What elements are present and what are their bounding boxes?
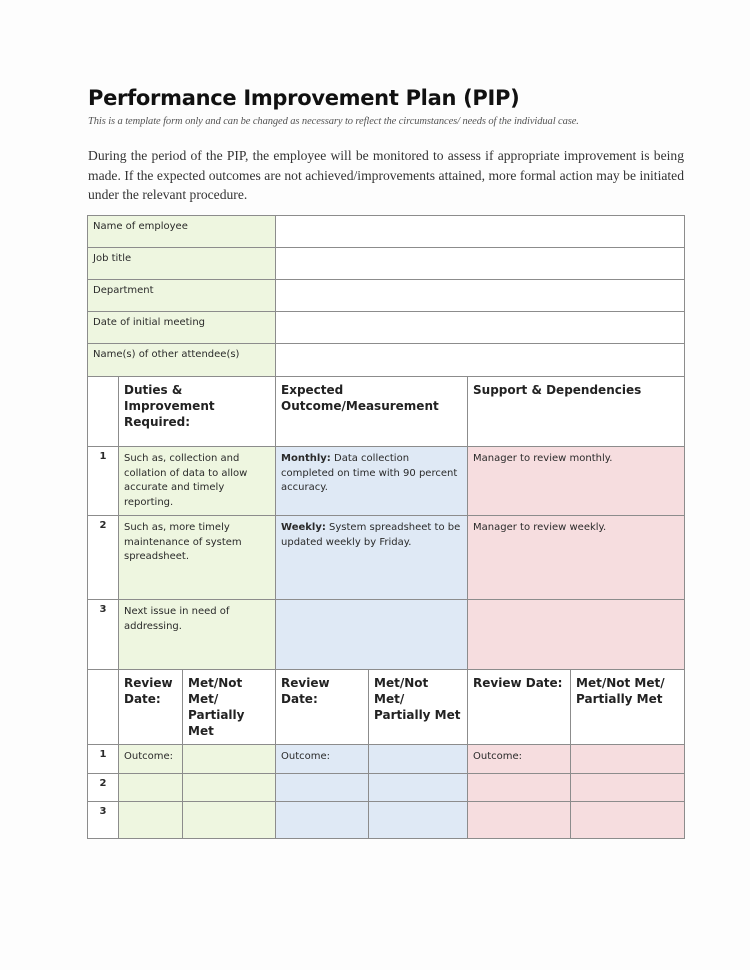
expected-outcome-header: Expected Outcome/Measurement: [276, 377, 468, 447]
review-cell[interactable]: Outcome:: [119, 745, 183, 774]
row-number: 3: [88, 802, 119, 839]
number-header: [88, 670, 119, 745]
row-number: 2: [88, 516, 119, 600]
info-label: Name of employee: [88, 216, 276, 248]
outcome-text: System spreadsheet to be updated weekly by Friday.: [281, 522, 461, 548]
outcome-frequency: Monthly:: [281, 453, 331, 464]
intro-paragraph: During the period of the PIP, the employee will be monitored to assess if appropriate improvement is being made. If the expected outcomes are not achieved/improvements attained, more formal action may be initiated under the relevant procedure.: [88, 148, 684, 202]
info-label: Department: [88, 280, 276, 312]
info-row-attendees: [88, 344, 685, 377]
row-number: 1: [88, 745, 119, 774]
pip-form-table: [87, 215, 685, 839]
review-cell[interactable]: [369, 745, 468, 774]
department-field[interactable]: [276, 280, 685, 312]
outcome-text: Data collection completed on time with 90 percent accuracy.: [281, 453, 458, 493]
job-title-field[interactable]: [276, 248, 685, 280]
review-cell[interactable]: [571, 774, 685, 802]
plan-row: [88, 516, 685, 600]
review-cell[interactable]: [369, 774, 468, 802]
meeting-date-field[interactable]: [276, 312, 685, 344]
review-cell[interactable]: Outcome:: [276, 745, 369, 774]
info-row-job-title: [88, 248, 685, 280]
attendees-field[interactable]: [276, 344, 685, 377]
template-note: This is a template form only and can be changed as necessary to reflect the circumstances/ needs of the individual case.: [88, 116, 579, 127]
review-cell[interactable]: [468, 802, 571, 839]
outcome-cell[interactable]: [276, 516, 468, 600]
review-cell[interactable]: [183, 802, 276, 839]
review-cell[interactable]: [183, 745, 276, 774]
info-row-meeting-date: [88, 312, 685, 344]
review-date-header: Review Date:: [276, 670, 369, 745]
info-row-name: [88, 216, 685, 248]
met-status-header: Met/Not Met/ Partially Met: [183, 670, 276, 745]
plan-header-row: [88, 377, 685, 447]
info-label: Name(s) of other attendee(s): [88, 344, 276, 377]
support-cell[interactable]: Manager to review monthly.: [468, 447, 685, 516]
met-status-header: Met/Not Met/ Partially Met: [369, 670, 468, 745]
review-header-row: [88, 670, 685, 745]
review-cell[interactable]: [119, 802, 183, 839]
duties-header: Duties & Improvement Required:: [119, 377, 276, 447]
outcome-frequency: Weekly:: [281, 522, 326, 533]
plan-row: [88, 447, 685, 516]
review-date-header: Review Date:: [119, 670, 183, 745]
row-number: 2: [88, 774, 119, 802]
info-label: Job title: [88, 248, 276, 280]
page-title: Performance Improvement Plan (PIP): [88, 86, 520, 110]
plan-row: [88, 600, 685, 670]
review-row: [88, 745, 685, 774]
employee-name-field[interactable]: [276, 216, 685, 248]
review-row: [88, 802, 685, 839]
review-cell[interactable]: Outcome:: [468, 745, 571, 774]
support-cell[interactable]: [468, 600, 685, 670]
review-row: [88, 774, 685, 802]
duty-cell[interactable]: Next issue in need of addressing.: [119, 600, 276, 670]
info-row-department: [88, 280, 685, 312]
row-number: 3: [88, 600, 119, 670]
row-number: 1: [88, 447, 119, 516]
review-cell[interactable]: [571, 745, 685, 774]
review-cell[interactable]: [119, 774, 183, 802]
number-header: [88, 377, 119, 447]
review-cell[interactable]: [468, 774, 571, 802]
met-status-header: Met/Not Met/ Partially Met: [571, 670, 685, 745]
review-cell[interactable]: [276, 774, 369, 802]
outcome-cell[interactable]: [276, 447, 468, 516]
review-cell[interactable]: [369, 802, 468, 839]
outcome-cell[interactable]: [276, 600, 468, 670]
support-cell[interactable]: Manager to review weekly.: [468, 516, 685, 600]
duty-cell[interactable]: Such as, collection and collation of data to allow accurate and timely reporting.: [119, 447, 276, 516]
review-cell[interactable]: [276, 802, 369, 839]
review-cell[interactable]: [571, 802, 685, 839]
review-cell[interactable]: [183, 774, 276, 802]
review-date-header: Review Date:: [468, 670, 571, 745]
info-label: Date of initial meeting: [88, 312, 276, 344]
support-header: Support & Dependencies: [468, 377, 685, 447]
duty-cell[interactable]: Such as, more timely maintenance of system spreadsheet.: [119, 516, 276, 600]
